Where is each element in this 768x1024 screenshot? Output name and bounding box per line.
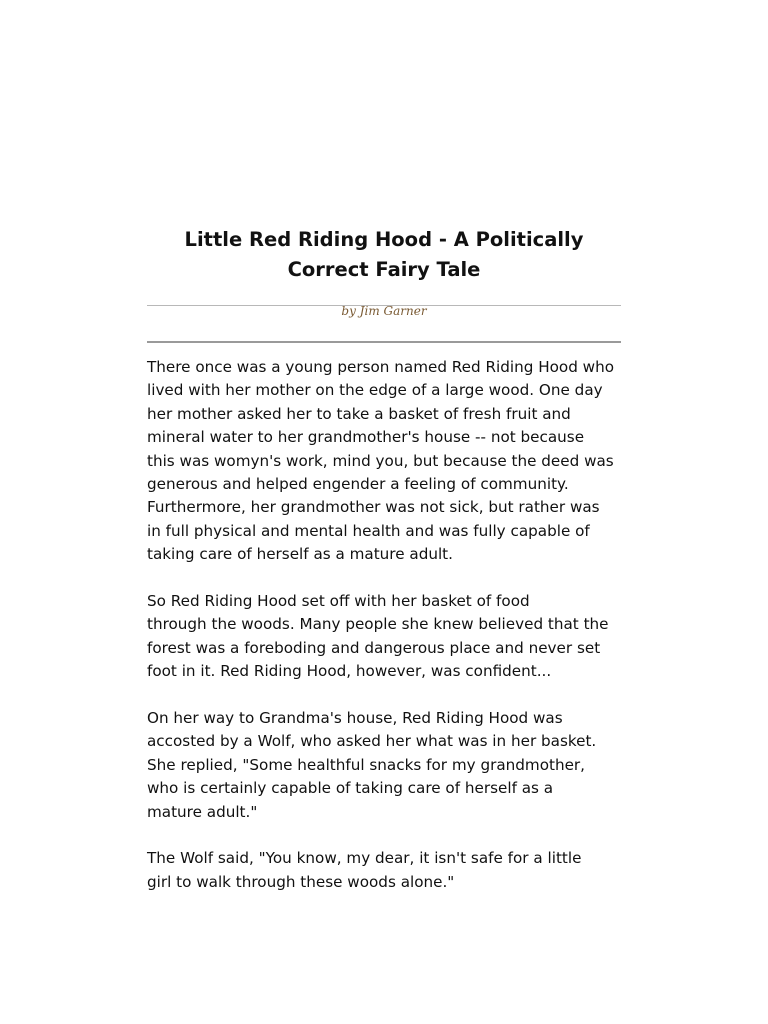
story-body: [147, 356, 627, 918]
story-paragraph: So Red Riding Hood set off with her basket of food through the woods. Many people she knew believed that the forest was a foreboding and dangerous place and never set foot in it. Red Riding Hood, however, was confident...: [147, 592, 609, 681]
author-byline: by Jim Garner: [341, 304, 427, 318]
story-paragraph: There once was a young person named Red Riding Hood who lived with her mother on the edge of a large wood. One day her mother asked her to take a basket of fresh fruit and mineral water to her grandmother's house -- not because this was womyn's work, mind you, but because the deed was generous and helped engender a feeling of community. Furthermore, her grandmother was not sick, but rather was in full physical and mental health and was fully capable of taking care of herself as a mature adult.: [147, 358, 615, 564]
page-title: Little Red Riding Hood - A Politically Correct Fairy Tale: [184, 228, 584, 281]
story-paragraph: On her way to Grandma's house, Red Riding Hood was accosted by a Wolf, who asked her what was in her basket. She replied, "Some healthful snacks for my grandmother, who is certainly capable of taking care of herself as a mature adult.": [147, 709, 597, 821]
title-divider-bottom: [147, 341, 621, 343]
story-paragraph: The Wolf said, "You know, my dear, it isn't safe for a little girl to walk through these woods alone.": [147, 849, 582, 891]
